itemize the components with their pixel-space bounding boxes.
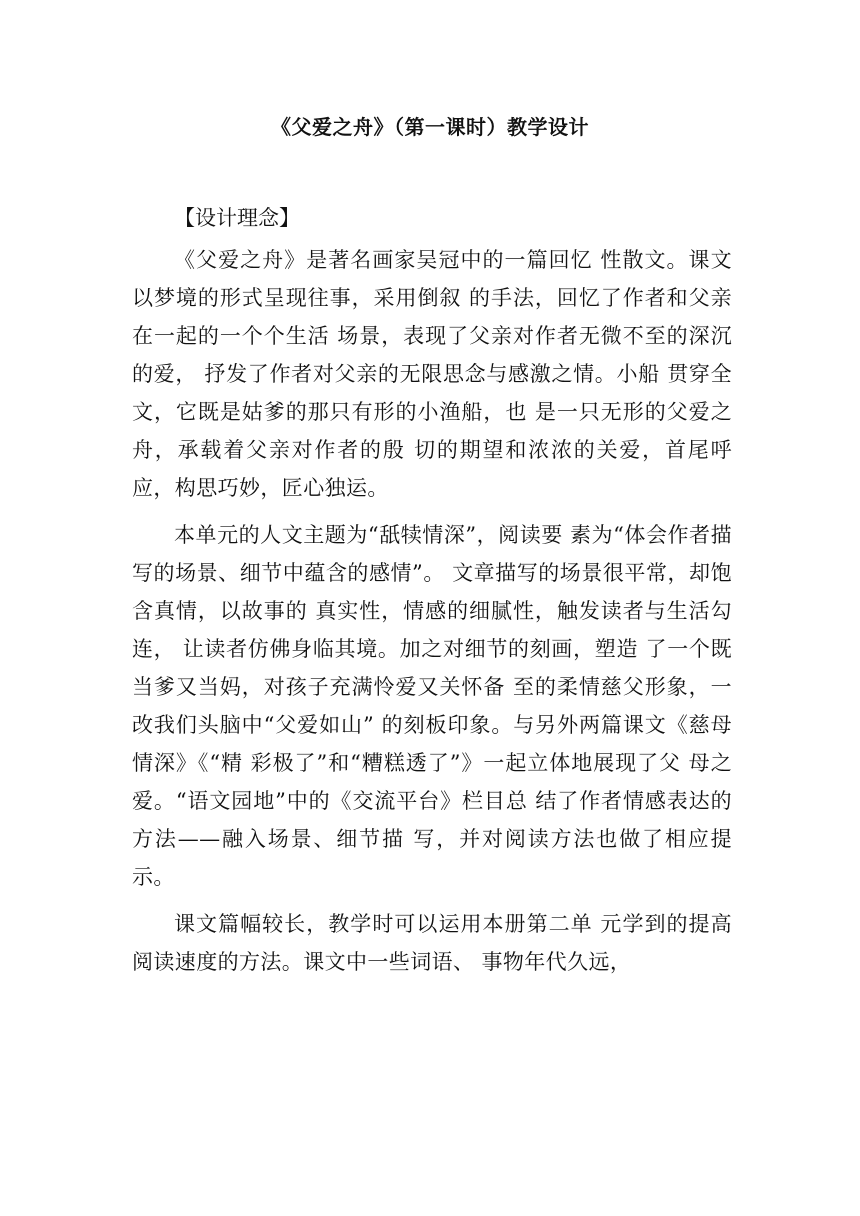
paragraph-design-concept-1: 《父爱之舟》是著名画家吴冠中的一篇回忆 性散文。课文以梦境的形式呈现往事，采用倒叙 的手法，回忆了作者和父亲在一起的一个个生活 场景，表现了父亲对作者无微不至的深沉的爱， 抒发了作者对父亲的无限思念与感激之情。小船 贯穿全文，它既是姑爹的那只有形的小渔船，也 是一只无形的父爱之舟，承载着父亲对作者的殷 切的期望和浓浓的关爱，首尾呼应，构思巧妙，匠心独运。 bbox=[132, 248, 732, 500]
paragraph-design-concept-2: 本单元的人文主题为“舐犊情深”，阅读要 素为“体会作者描写的场景、细节中蕴含的感情”。 文章描写的场景很平常，却饱含真情，以故事的 真实性，情感的细腻性，触发读者与生活勾连， 让读者仿佛身临其境。加之对细节的刻画，塑造 了一个既当爹又当妈，对孩子充满怜爱又关怀备 至的柔情慈父形象，一改我们头脑中“父爱如山” 的刻板印象。与另外两篇课文《慈母情深》《“精 彩极了”和“糟糕透了”》一起立体地展现了父 母之爱。“语文园地”中的《交流平台》栏目总 结了作者情感表达的方法——融入场景、细节描 写，并对阅读方法也做了相应提示。 bbox=[132, 523, 732, 889]
document-body bbox=[132, 199, 732, 990]
paragraph-design-concept-3: 课文篇幅较长，教学时可以运用本册第二单 元学到的提高阅读速度的方法。课文中一些词语、 事物年代久远， bbox=[132, 912, 732, 974]
section-heading: 【设计理念】 bbox=[174, 206, 300, 230]
document-title: 《父爱之舟》（第一课时）教学设计 bbox=[271, 115, 589, 139]
